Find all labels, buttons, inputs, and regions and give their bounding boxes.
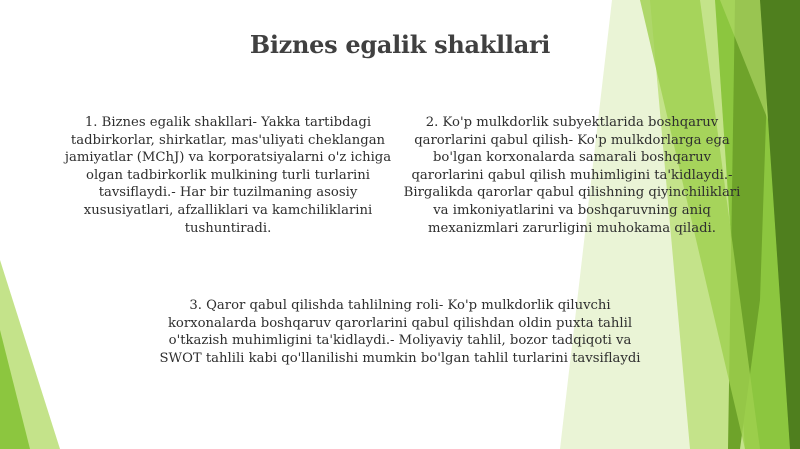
paragraph-analysis-role: 3. Qaror qabul qilishda tahlilning roli- Ko'p mulkdorlik qiluvchi korxonalarda boshqaruv qarorlarini qabul qilishdan oldin puxta tahlil o'tkazish muhimligini ta'kidlaydi.- Moliyaviy tahlil, bozor tadqiqoti va SWOT tahlili kabi qo'llanilishi mumkin bo'lgan tahlil turlarini tavsiflaydi: [159, 298, 641, 366]
paragraph-ownership-forms: 1. Biznes egalik shakllari- Yakka tartibdagi tadbirkorlar, shirkatlar, mas'uliyati cheklangan jamiyatlar (MChJ) va korporatsiyalarni o'z ichiga olgan tadbirkorlik mulkining turli turlarini tavsiflaydi.- Har bir tuzilmaning asosiy xususiyatlari, afzalliklari va kamchiliklarini tushuntiradi.: [64, 115, 392, 236]
slide-title: Biznes egalik shakllari: [249, 30, 551, 59]
paragraph-management-decisions: 2. Ko'p mulkdorlik subyektlarida boshqaruv qarorlarini qabul qilish- Ko'p mulkdorlarga ega bo'lgan korxonalarda samarali boshqaruv qarorlarini qabul qilish muhimligini ta'kidlaydi.- Birgalikda qarorlar qabul qilishning qiyinchiliklari va imkoniyatlarini va boshqaruvning aniq mexanizmlari zarurligini muhokama qiladi.: [403, 115, 741, 236]
